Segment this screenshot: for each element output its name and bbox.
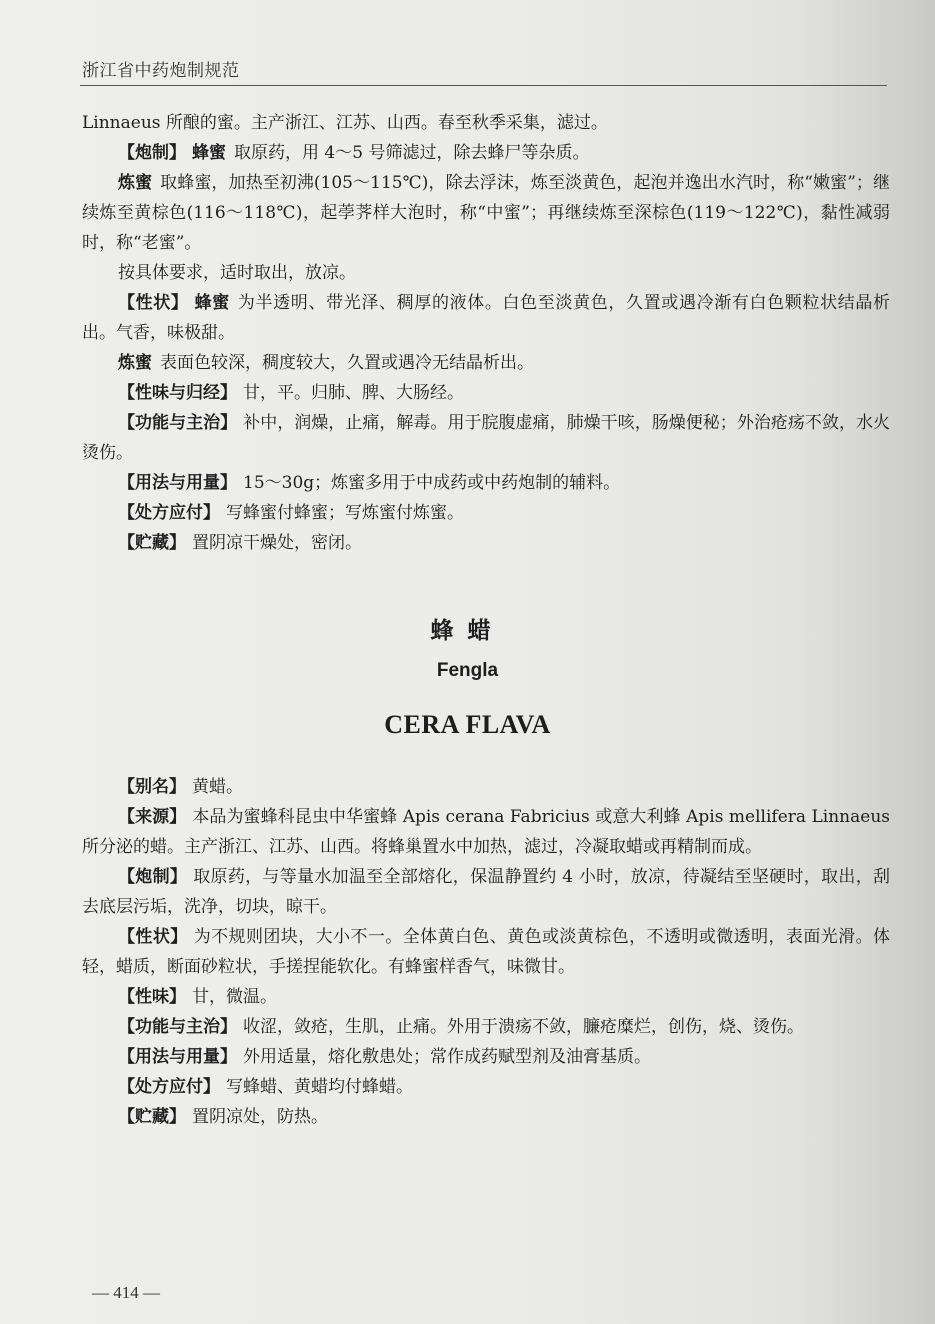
section-label: 【性状】 — [118, 927, 188, 947]
beeswax-usage — [82, 1042, 890, 1072]
honey-function — [82, 408, 890, 468]
beeswax-alias — [82, 772, 890, 802]
beeswax-source — [82, 802, 890, 862]
section-label: 【用法与用量】 — [118, 473, 237, 493]
honey-processing-lianmi — [82, 168, 890, 258]
honey-section — [82, 108, 890, 558]
section-label: 【用法与用量】 — [118, 1047, 237, 1067]
section-label: 【处方应付】 — [118, 1077, 220, 1097]
honey-processing-note: 按具体要求，适时取出，放凉。 — [118, 263, 356, 283]
beeswax-nature — [82, 982, 890, 1012]
section-label: 【炮制】 — [118, 143, 186, 163]
beeswax-prescription — [82, 1072, 890, 1102]
paragraph-text: 甘，平。归肺、脾、大肠经。 — [243, 383, 464, 403]
paragraph-text: 取原药，与等量水加温至全部熔化，保温静置约 4 小时，放凉，待凝结至坚硬时，取出，刮去底层污垢，洗净，切块，晾干。 — [82, 867, 890, 917]
running-header: 浙江省中药炮制规范 — [82, 61, 240, 81]
paragraph-text: 外用适量，熔化敷患处；常作成药赋型剂及油膏基质。 — [243, 1047, 651, 1067]
sub-label: 蜂蜜 — [194, 293, 230, 313]
sub-label: 炼蜜 — [118, 353, 152, 373]
beeswax-processing — [82, 862, 890, 922]
entry-title-pinyin: Fengla — [436, 660, 499, 681]
paragraph-text: 表面色较深，稠度较大，久置或遇冷无结晶析出。 — [160, 353, 534, 373]
beeswax-storage — [82, 1102, 890, 1132]
honey-processing-fengmi — [82, 138, 890, 168]
section-label: 【性状】 — [118, 293, 189, 313]
honey-prescription — [82, 498, 890, 528]
paragraph-text: 为不规则团块，大小不一。全体黄白色、黄色或淡黄棕色，不透明或微透明，表面光滑。体轻，蜡质，断面砂粒状，手搓捏能软化。有蜂蜜样香气，味微甘。 — [82, 927, 891, 977]
section-label: 【处方应付】 — [118, 503, 220, 523]
section-label: 【功能与主治】 — [118, 1017, 237, 1037]
paragraph-text: 置阴凉处，防热。 — [192, 1107, 328, 1127]
sub-label: 蜂蜜 — [192, 143, 226, 163]
paragraph-text: 为半透明、带光泽、稠厚的液体。白色至淡黄色，久置或遇冷渐有白色颗粒状结晶析出。气香，味极甜。 — [82, 293, 891, 343]
section-label: 【性味与归经】 — [118, 383, 237, 403]
section-label: 【来源】 — [118, 807, 187, 827]
section-label: 【别名】 — [118, 777, 186, 797]
paragraph-text: 写蜂蜜付蜂蜜；写炼蜜付炼蜜。 — [226, 503, 464, 523]
honey-characters-lianmi — [82, 348, 890, 378]
honey-storage — [82, 528, 890, 558]
entry-title-latin: CERA FLAVA — [384, 710, 551, 739]
paragraph-text: 本品为蜜蜂科昆虫中华蜜蜂 Apis cerana Fabricius 或意大利蜂 Apis mellifera Linnaeus 所分泌的蜡。主产浙江、江苏、山西。将蜂巢置水中加热，滤过，冷凝取蜡或再精制而成。 — [82, 807, 890, 857]
section-label: 【炮制】 — [118, 867, 188, 887]
paragraph-text: 取原药，用 4～5 号筛滤过，除去蜂尸等杂质。 — [234, 143, 590, 163]
beeswax-section — [82, 772, 890, 1132]
paragraph-text: 收涩，敛疮，生肌，止痛。外用于溃疡不敛，臁疮糜烂，创伤，烧、烫伤。 — [243, 1017, 804, 1037]
section-label: 【贮藏】 — [118, 1107, 186, 1127]
paragraph-text: 15～30g；炼蜜多用于中成药或中药炮制的辅料。 — [243, 473, 621, 493]
paragraph-text: 写蜂蜡、黄蜡均付蜂蜡。 — [226, 1077, 413, 1097]
entry-title-chinese: 蜂蜡 — [430, 618, 505, 644]
section-label: 【功能与主治】 — [118, 413, 238, 433]
page-number: — 414 — — [92, 1283, 160, 1302]
honey-nature — [82, 378, 890, 408]
beeswax-characters — [82, 922, 890, 982]
honey-usage — [82, 468, 890, 498]
honey-source-continued: Linnaeus 所酿的蜜。主产浙江、江苏、山西。春至秋季采集，滤过。 — [82, 113, 608, 133]
paragraph-text: 黄蜡。 — [192, 777, 243, 797]
paragraph-text: 置阴凉干燥处，密闭。 — [192, 533, 362, 553]
section-label: 【贮藏】 — [118, 533, 186, 553]
beeswax-function — [82, 1012, 890, 1042]
honey-characters-fengmi — [82, 288, 890, 348]
paragraph-text: 取蜂蜜，加热至初沸(105～115℃)，除去浮沫，炼至淡黄色，起泡并逸出水汽时，称“嫩蜜”；继续炼至黄棕色(116～118℃)，起荸荠样大泡时，称“中蜜”；再继续炼至深棕色(119～122℃)，黏性减弱时，称“老蜜”。 — [82, 173, 891, 253]
paragraph-text: 甘，微温。 — [192, 987, 277, 1007]
header-rule — [80, 85, 887, 86]
sub-label: 炼蜜 — [118, 173, 153, 193]
paragraph-text: 补中，润燥，止痛，解毒。用于脘腹虚痛，肺燥干咳，肠燥便秘；外治疮疡不敛，水火烫伤。 — [82, 413, 891, 463]
section-label: 【性味】 — [118, 987, 186, 1007]
